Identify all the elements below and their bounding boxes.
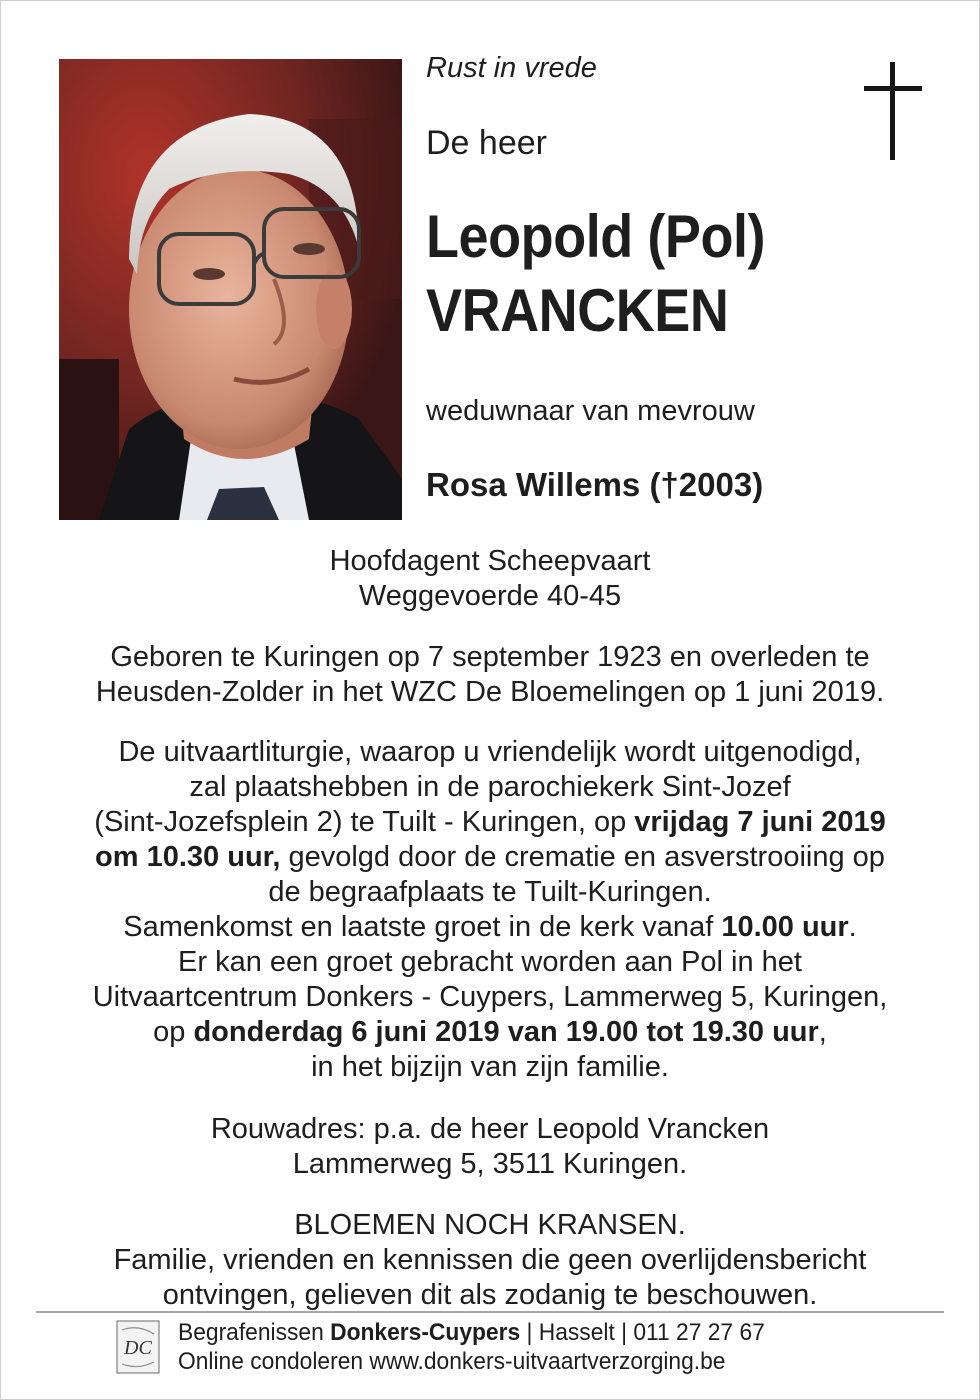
spouse-name: Rosa Willems (†2003) (426, 466, 764, 503)
flowers-heading: BLOEMEN NOCH KRANSEN. (294, 1209, 686, 1241)
mourning-address: Rouwadres: p.a. de heer Leopold Vrancken Lammerweg 5, 3511 Kuringen. (210, 1113, 770, 1180)
birth-line: Geboren te Kuringen op 7 september 1923 en overleden te (110, 641, 870, 673)
flowers-notice: BLOEMEN NOCH KRANSEN. Familie, vrienden en kennissen die geen overlijdensbericht ontvingen, gelieven dit als zodanig te beschouwen. (40, 1208, 940, 1313)
footer-company-line: Begrafenissen Donkers-Cuypers | Hasselt | 011 27 27 67 (178, 1319, 765, 1346)
cross-icon (864, 62, 922, 160)
gathering-time: 10.00 uur (721, 911, 849, 943)
website-link[interactable]: www.donkers-uitvaartverzorging.be (369, 1348, 726, 1375)
deceased-last-name: VRANCKEN (426, 277, 729, 344)
widower-text: weduwnaar van mevrouw (426, 395, 755, 427)
footer-online-line: Online condoleren www.donkers-uitvaartverzorging.be (178, 1348, 726, 1375)
divider (36, 1311, 944, 1313)
portrait-photo (59, 59, 402, 520)
deceased-name (426, 200, 765, 348)
occupation: Hoofdagent Scheepvaart (329, 545, 651, 577)
rest-in-peace-text: Rust in vrede (426, 52, 597, 84)
service-time: om 10.30 uur, (95, 841, 281, 873)
deported-note: Weggevoerde 40-45 (358, 580, 622, 612)
birth-death-block (40, 640, 940, 710)
funeral-home-logo (116, 1320, 160, 1374)
service-block: De uitvaartliturgie, waarop u vriendelijk wordt uitgenodigd, zal plaatshebben in de parochiekerk Sint-Jozef (Sint-Jozefsplein 2) te Tuilt - Kuringen, op vrijdag 7 juni 2019 om 10.30 uur, gevolgd door de crematie en asverstrooiing op de begraafplaats te Tuilt-Kuringen. Samenkomst en laatste groet in de kerk vanaf 10.00 uur. Er kan een groet gebracht worden aan Pol in het Uitvaartcentrum Donkers - Cuypers, Lammerweg 5, Kuringen, op donderdag 6 juni 2019 van 19.00 tot 19.30 uur, in het bijzijn van zijn familie. (92, 736, 888, 1083)
deceased-first-name: Leopold (Pol) (426, 203, 766, 270)
phone-number: 011 27 27 67 (633, 1319, 765, 1346)
death-line: Heusden-Zolder in het WZC De Bloemelingen op 1 juni 2019. (95, 676, 885, 708)
visitation-time: donderdag 6 juni 2019 van 19.00 tot 19.30 uur (193, 1016, 819, 1048)
logo-letters: DC (124, 1337, 152, 1359)
service-date: vrijdag 7 juni 2019 (634, 806, 886, 838)
company-name: Donkers-Cuypers (330, 1319, 521, 1346)
occupation-block (40, 544, 940, 614)
salutation: De heer (426, 124, 547, 162)
